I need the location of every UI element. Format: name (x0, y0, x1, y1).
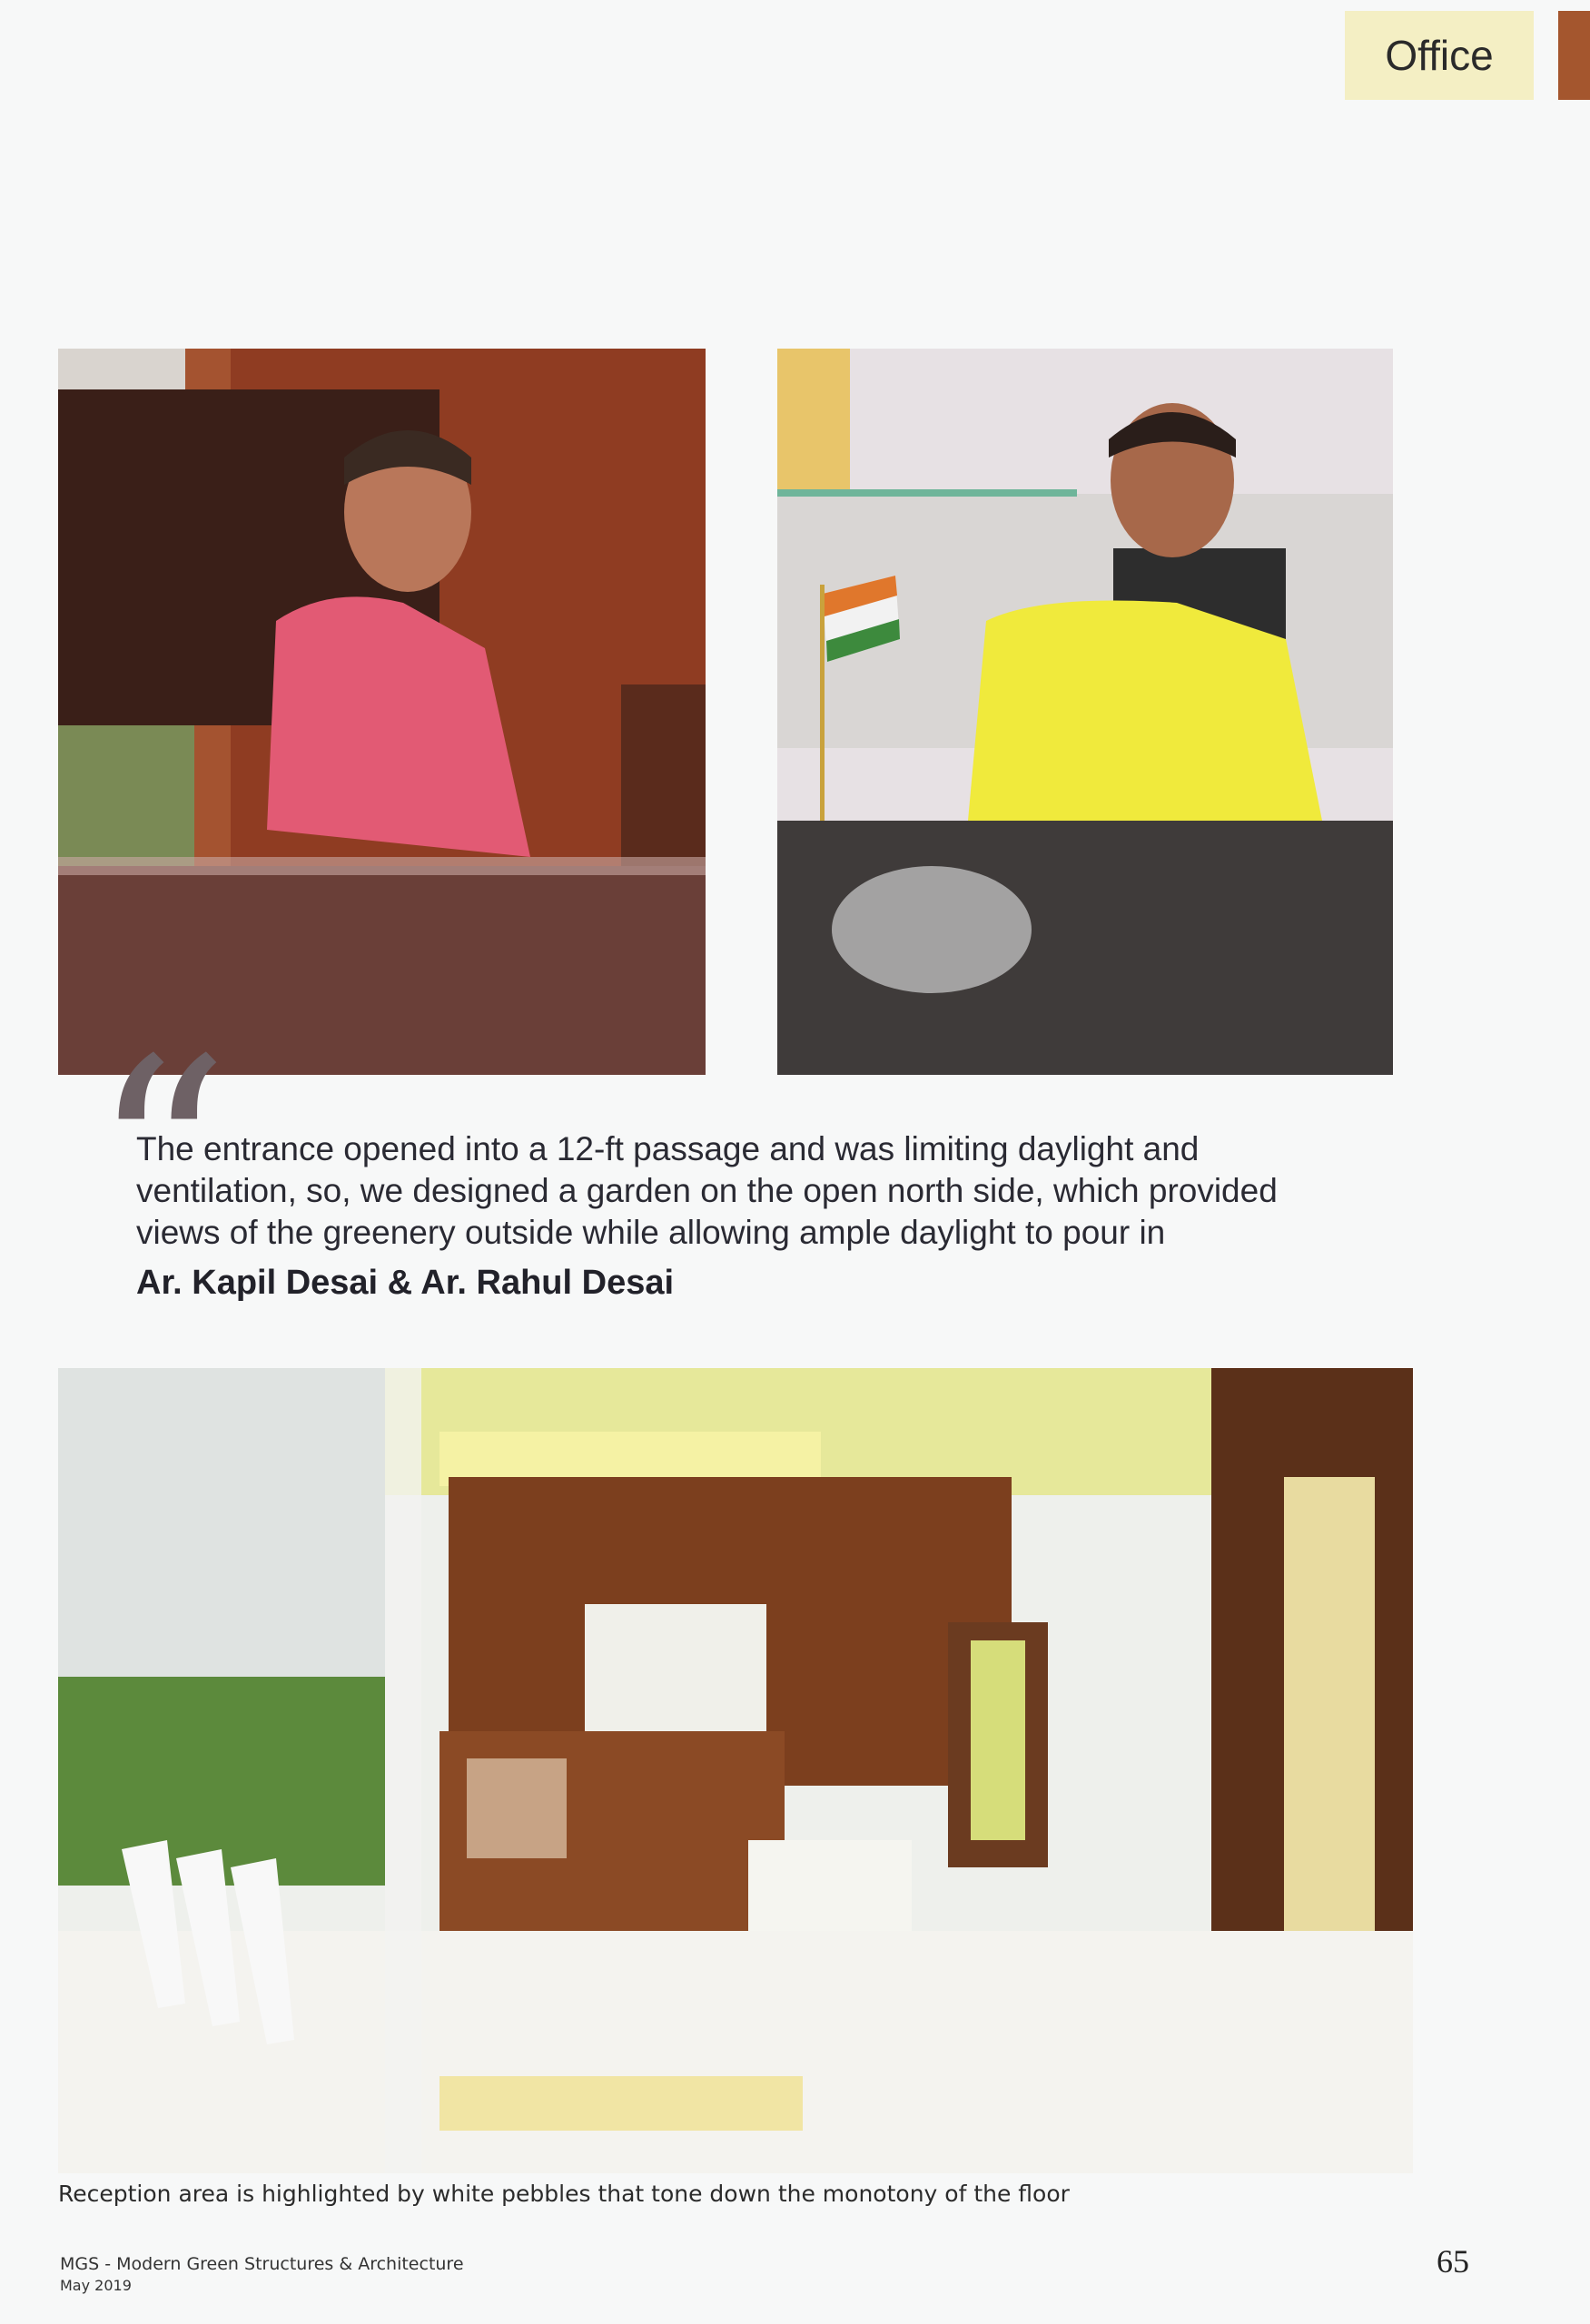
quote-mark-icon: “ (91, 1001, 231, 1318)
reception-photo (58, 1368, 1413, 2173)
photo-caption: Reception area is highlighted by white pebbles that tone down the monotony of the floor (58, 2181, 1070, 2207)
section-tab-label: Office (1385, 32, 1494, 79)
pull-quote-author: Ar. Kapil Desai & Ar. Rahul Desai (136, 1264, 675, 1302)
portrait-photo-left (58, 349, 706, 1075)
footer-date: May 2019 (60, 2277, 132, 2294)
footer-publication: MGS - Modern Green Structures & Architecture (60, 2254, 464, 2274)
accent-edge-bar (1558, 11, 1590, 100)
pull-quote-text: The entrance opened into a 12-ft passage and was limiting daylight and ventilation, so, we designed a garden on the open north side, which provided views of the greenery outside while allowing ample daylight to pour in (136, 1130, 1278, 1251)
portrait-photo-right (777, 349, 1393, 1075)
page-number: 65 (1437, 2243, 1469, 2280)
section-tab (1345, 11, 1534, 100)
